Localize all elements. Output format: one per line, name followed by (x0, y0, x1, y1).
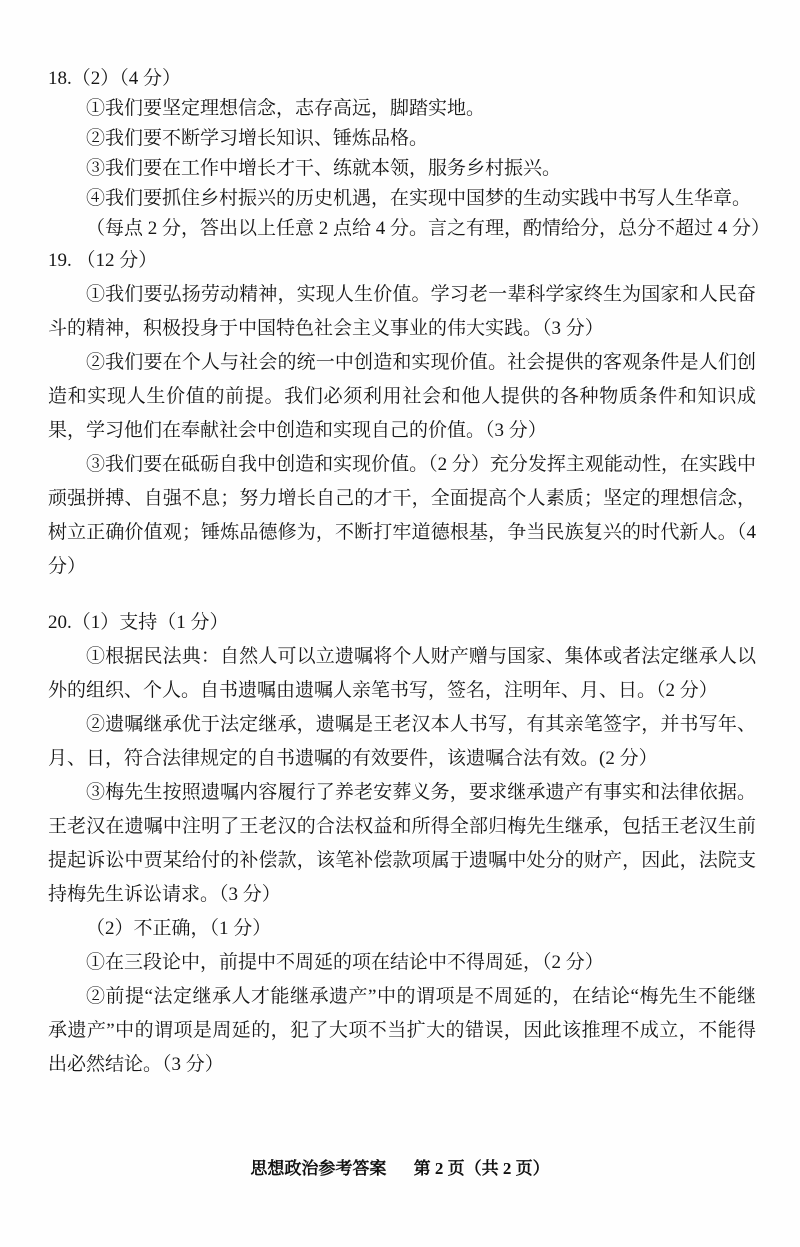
question-19-point-2: ②我们要在个人与社会的统一中创造和实现价值。社会提供的客观条件是人们创造和实现人生价值的前提。我们必须利用社会和他人提供的各种物质条件和知识成果，学习他们在奉献社会中创造和实现自己的价值。（3 分） (48, 352, 756, 441)
question-20-part2-point-1: ①在三段论中，前提中不周延的项在结论中不得周延，（2 分） (86, 952, 604, 973)
section-question-20 (48, 606, 756, 1082)
question-20-part1-heading: 20.（1）支持（1 分） (48, 612, 229, 633)
question-18-grading-note: （每点 2 分，答出以上任意 2 点给 4 分。言之有理，酌情给分，总分不超过 4 分） (86, 218, 771, 239)
question-20-part1-point-2: ②遗嘱继承优于法定继承，遗嘱是王老汉本人书写，有其亲笔签字，并书写年、月、日，符合法律规定的自书遗嘱的有效要件，该遗嘱合法有效。(2 分） (48, 714, 756, 769)
page-footer (0, 1156, 800, 1182)
question-18-point-1: ①我们要坚定理想信念，志存高远，脚踏实地。 (86, 98, 486, 119)
question-20-part2-point-2: ②前提“法定继承人才能继承遗产”中的谓项是不周延的，在结论“梅先生不能继承遗产”中的谓项是周延的，犯了大项不当扩大的错误，因此该推理不成立，不能得出必然结论。（3 分） (48, 986, 756, 1075)
section-question-19 (48, 244, 756, 584)
footer-doc-title: 思想政治参考答案 (250, 1159, 387, 1178)
question-20-part2-heading: （2）不正确，（1 分） (86, 918, 272, 939)
question-18-point-3: ③我们要在工作中增长才干、练就本领，服务乡村振兴。 (86, 158, 562, 179)
answer-content (48, 64, 771, 1082)
footer-page-indicator: 第 2 页（共 2 页） (413, 1159, 550, 1178)
question-19-heading: 19. （12 分） (48, 250, 158, 271)
question-19-point-3: ③我们要在砥砺自我中创造和实现价值。（2 分）充分发挥主观能动性，在实践中顽强拼搏、自强不息；努力增长自己的才干，全面提高个人素质；坚定的理想信念，树立正确价值观；锤炼品德修为，不断打牢道德根基，争当民族复兴的时代新人。（4 分） (48, 454, 756, 577)
section-question-18 (48, 64, 771, 244)
question-18-point-4: ④我们要抓住乡村振兴的历史机遇，在实现中国梦的生动实践中书写人生华章。 (86, 188, 752, 209)
question-20-part1-point-1: ①根据民法典：自然人可以立遗嘱将个人财产赠与国家、集体或者法定继承人以外的组织、个人。自书遗嘱由遗嘱人亲笔书写，签名，注明年、月、日。（2 分） (48, 646, 756, 701)
question-18-point-2: ②我们要不断学习增长知识、锤炼品格。 (86, 128, 429, 149)
question-18-heading: 18.（2）（4 分） (48, 68, 182, 89)
question-20-part1-point-3: ③梅先生按照遗嘱内容履行了养老安葬义务，要求继承遗产有事实和法律依据。王老汉在遗嘱中注明了王老汉的合法权益和所得全部归梅先生继承，包括王老汉生前提起诉讼中贾某给付的补偿款，该笔补偿款项属于遗嘱中处分的财产，因此，法院支持梅先生诉讼请求。（3 分） (48, 782, 756, 905)
question-19-point-1: ①我们要弘扬劳动精神，实现人生价值。学习老一辈科学家终生为国家和人民奋斗的精神，积极投身于中国特色社会主义事业的伟大实践。（3 分） (48, 284, 756, 339)
